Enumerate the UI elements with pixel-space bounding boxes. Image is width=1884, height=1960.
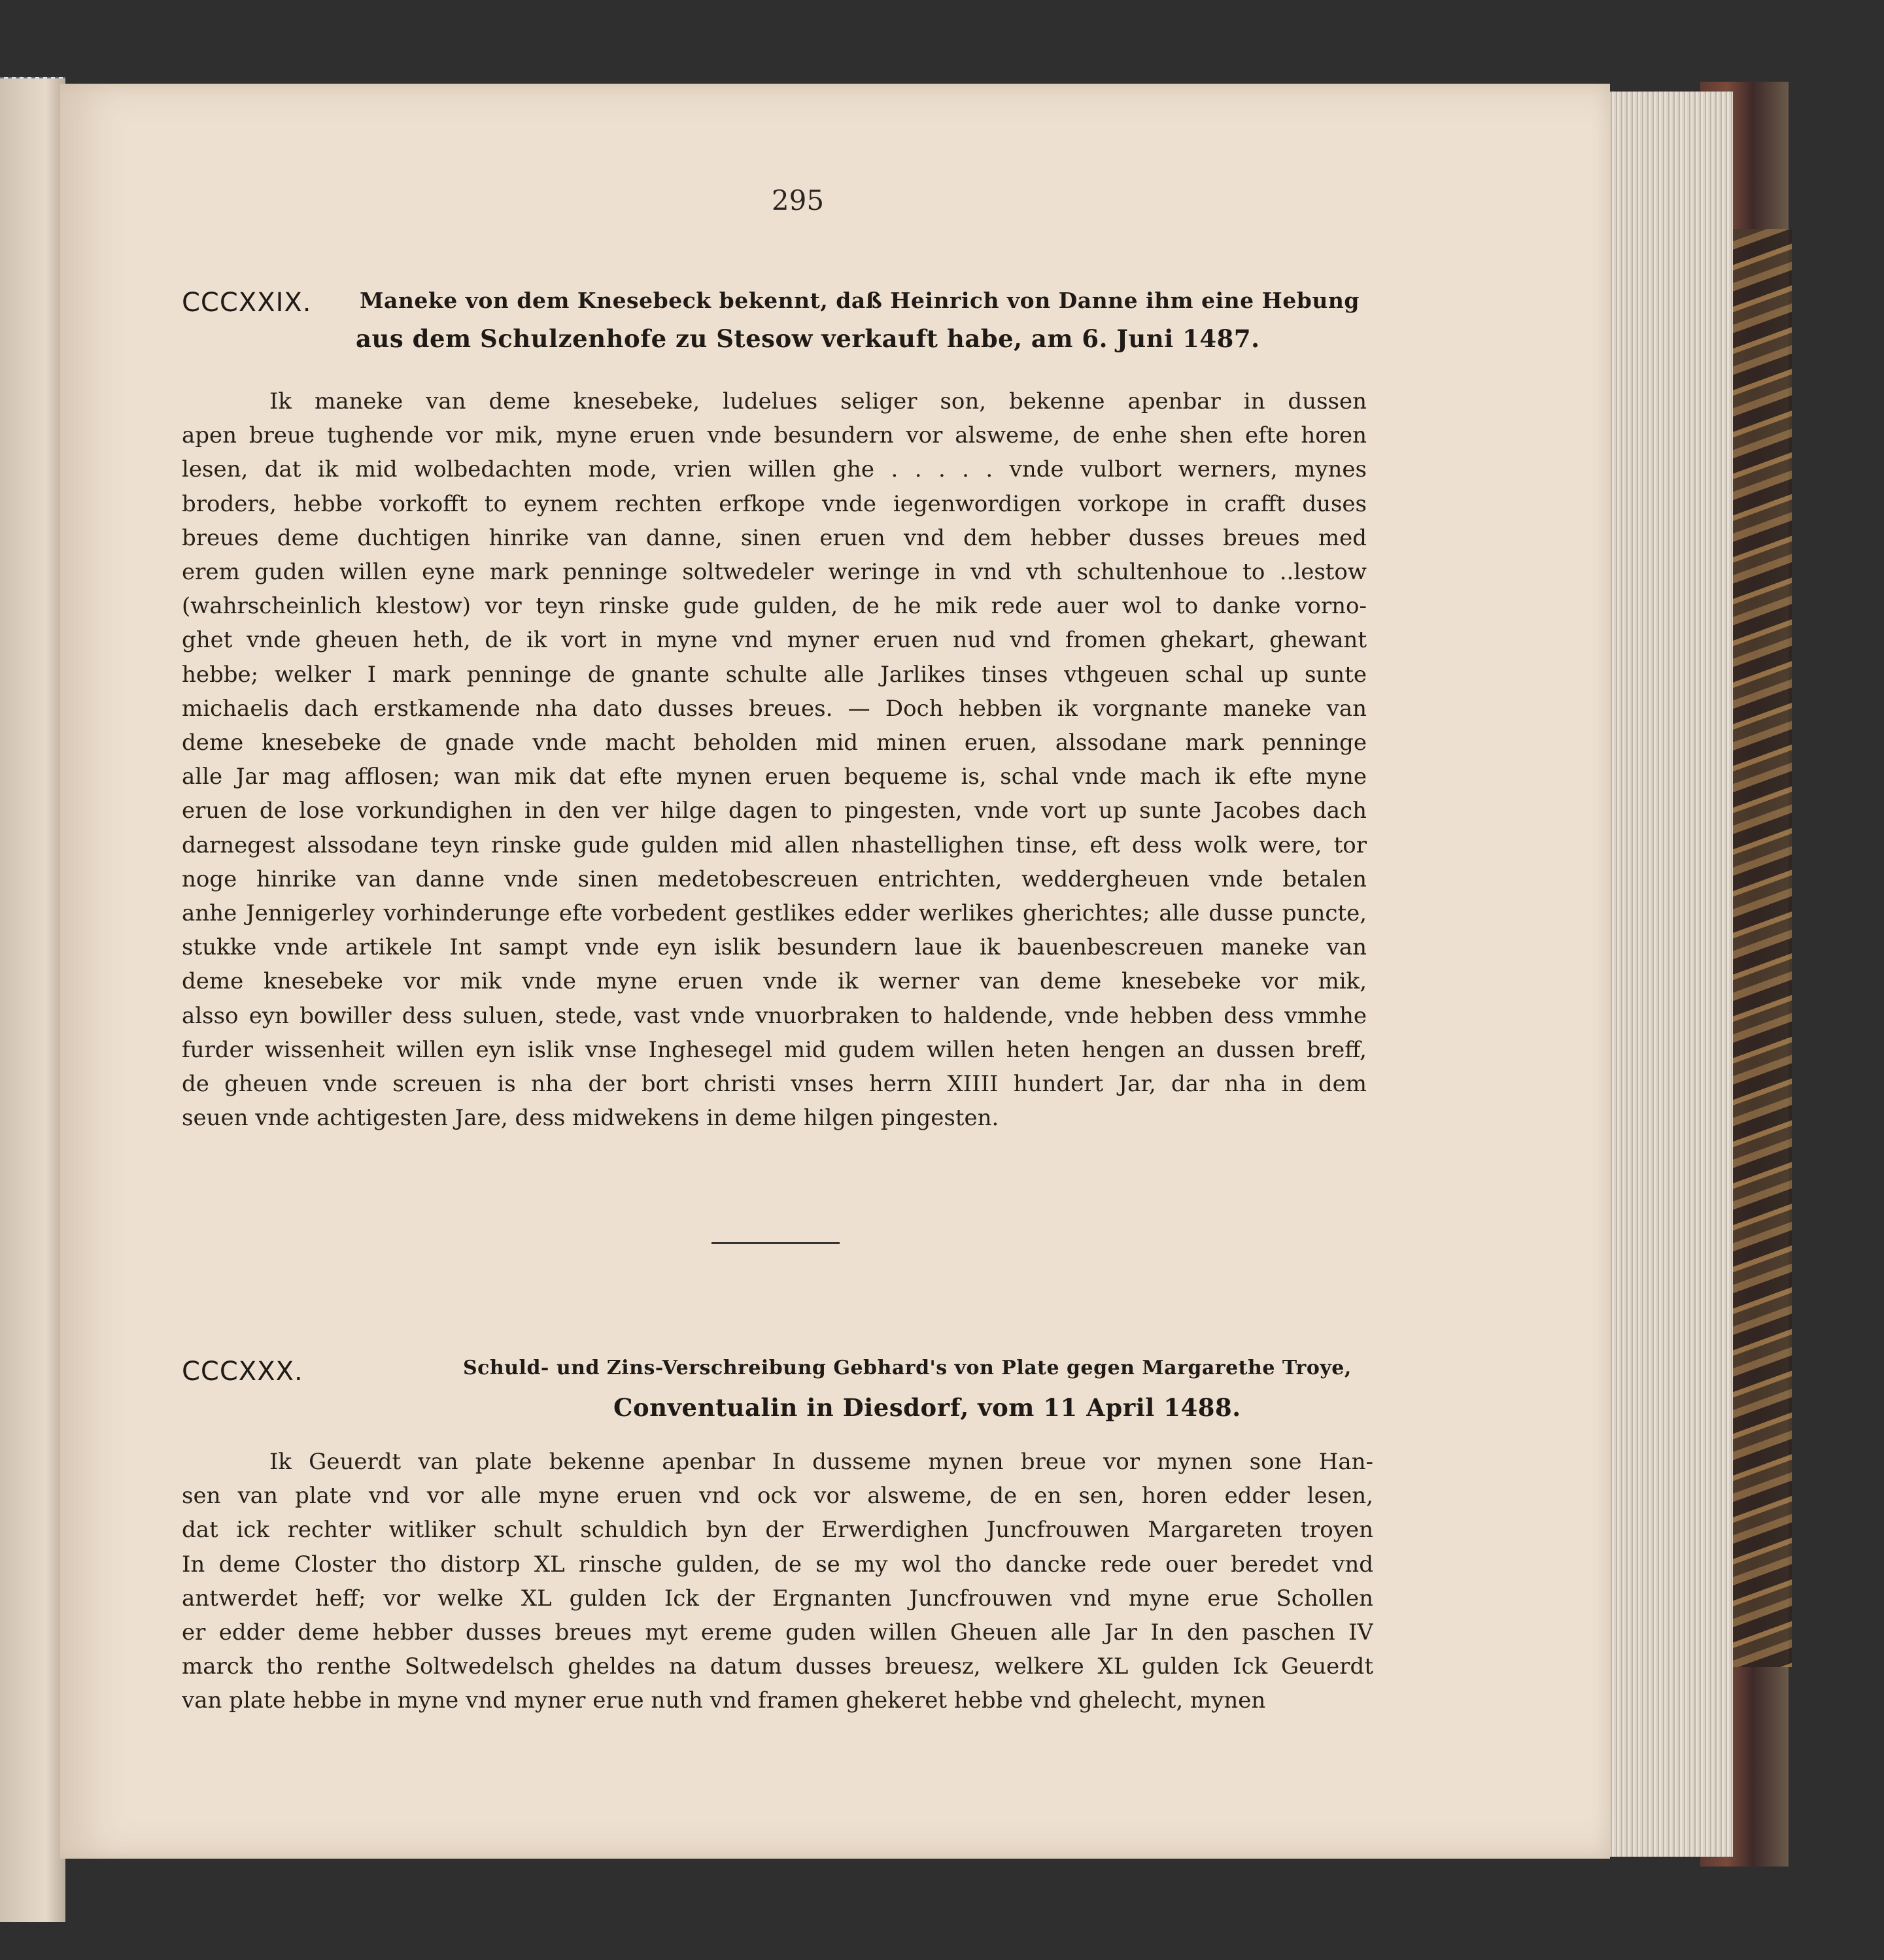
text-line: Ik Geuerdt van plate bekenne apenbar In dusseme mynen breue vor mynen sone Han- [269,1449,1373,1475]
text-line: darnegest alssodane teyn rinske gude gulden mid allen nhastellighen tinse, eft dess wolk were, tor [182,832,1367,858]
text-line: eruen de lose vorkundighen in den ver hilge dagen to pingesten, vnde vort up sunte Jacobes dach [182,798,1367,824]
section-title-line-2: Conventualin in Diesdorf, vom 11 April 1488. [613,1393,1241,1422]
text-line: alle Jar mag afflosen; wan mik dat efte mynen eruen bequeme is, schal vnde mach ik efte myne [182,764,1367,790]
text-line: antwerdet heff; vor welke XL gulden Ick der Ergnanten Juncfrouwen vnd myne erue Schollen [182,1585,1373,1612]
text-line: er edder deme hebber dusses breues myt ereme guden willen Gheuen alle Jar In den paschen IV [182,1619,1373,1646]
text-line: deme knesebeke de gnade vnde macht beholden mid minen eruen, alssodane mark penninge [182,730,1367,756]
text-line: ghet vnde gheuen heth, de ik vort in myne vnd myner eruen nud vnd fromen ghekart, ghewant [182,627,1367,654]
text-line: michaelis dach erstkamende nha dato dusses breues. — Doch hebben ik vorgnante maneke van [182,695,1367,722]
section-title-line-2: aus dem Schulzenhofe zu Stesow verkauft habe, am 6. Juni 1487. [356,324,1260,353]
text-line: In deme Closter tho distorp XL rinsche gulden, de se my wol tho dancke rede ouer beredet vnd [182,1551,1373,1578]
text-line: dat ick rechter witliker schult schuldich byn der Erwerdighen Juncfrouwen Margareten troyen [182,1517,1373,1544]
text-line: seuen vnde achtigesten Jare, dess midwekens in deme hilgen pingesten. [182,1105,999,1132]
text-line: apen breue tughende vor mik, myne eruen vnde besundern vor alsweme, de enhe shen efte horen [182,422,1367,449]
left-page [0,78,65,1922]
text-line: Ik maneke van deme knesebeke, ludelues seliger son, bekenne apenbar in dussen [269,388,1367,414]
text-line: stukke vnde artikele Int sampt vnde eyn islik besundern laue ik bauenbescreuen maneke van [182,934,1367,961]
text-line: hebbe; welker I mark penninge de gnante schulte alle Jarlikes tinses vthgeuen schal up sunte [182,661,1367,688]
text-line: van plate hebbe in myne vnd myner erue nuth vnd framen ghekeret hebbe vnd ghelecht, mynen [182,1687,1266,1714]
section-divider [711,1242,840,1244]
text-line: erem guden willen eyne mark penninge soltwedeler weringe in vnd vth schultenhoue to ..lestow [182,559,1367,585]
page-fore-edge [1609,92,1733,1857]
text-line: breues deme duchtigen hinrike van danne, sinen eruen vnd dem hebber dusses breues med [182,524,1367,551]
text-line: broders, hebbe vorkofft to eynem rechten erfkope vnde iegenwordigen vorkope in crafft duses [182,490,1367,517]
text-line: noge hinrike van danne vnde sinen medetobescreuen entrichten, weddergheuen vnde betalen [182,866,1367,892]
text-line: marck tho renthe Soltwedelsch gheldes na datum dusses breuesz, welkere XL gulden Ick Geuerdt [182,1653,1373,1680]
text-line: de gheuen vnde screuen is nha der bort christi vnses herrn XIIII hundert Jar, dar nha in dem [182,1071,1367,1097]
page-number: 295 [771,184,825,216]
text-line: lesen, dat ik mid wolbedachten mode, vrien willen ghe . . . . . vnde vulbort werners, mynes [182,456,1367,483]
section-title-line-1: Schuld- und Zins-Verschreibung Gebhard's von Plate gegen Margarethe Troye, [463,1357,1352,1379]
text-line: anhe Jennigerley vorhinderunge efte vorbedent gestlikes edder werlikes gherichtes; alle dusse puncte, [182,900,1367,926]
section-number: CCCXXX. [182,1357,303,1387]
section-title-line-1: Maneke von dem Knesebeck bekennt, daß Heinrich von Danne ihm eine Hebung [360,288,1360,313]
text-line: (wahrscheinlich klestow) vor teyn rinske gude gulden, de he mik rede auer wol to danke vorno- [182,593,1367,620]
text-line: sen van plate vnd vor alle myne eruen vnd ock vor alsweme, de en sen, horen edder lesen, [182,1483,1373,1510]
marbled-cover [1733,229,1792,1667]
text-line: alsso eyn bowiller dess suluen, stede, vast vnde vnuorbraken to haldende, vnde hebben dess vmmhe [182,1002,1367,1029]
text-line: furder wissenheit willen eyn islik vnse Inghesegel mid gudem willen heten hengen an dussen breff, [182,1036,1367,1063]
text-line: deme knesebeke vor mik vnde myne eruen vnde ik werner van deme knesebeke vor mik, [182,968,1367,995]
section-number: CCCXXIX. [182,288,312,318]
